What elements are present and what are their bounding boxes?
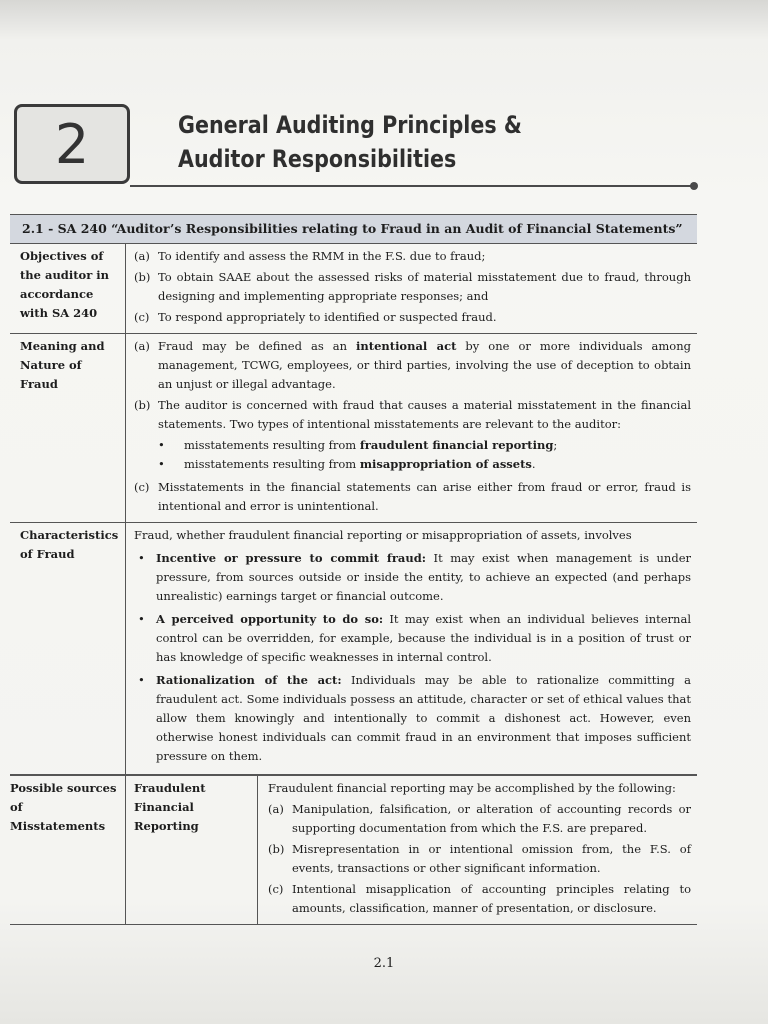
row-label-meaning: Meaning and Nature of Fraud	[10, 334, 126, 522]
row-content-sources	[258, 776, 697, 924]
table-row-objectives	[10, 244, 697, 334]
list-item	[134, 396, 691, 434]
chapter-number-box	[14, 104, 130, 184]
item-marker: (c)	[134, 310, 150, 324]
item-marker: (a)	[268, 802, 284, 816]
item-marker: (b)	[268, 842, 285, 856]
item-marker: (b)	[134, 398, 151, 412]
sub-list-item: • misstatements resulting from fraudulent financial reporting;	[134, 436, 691, 455]
table-row-characteristics	[10, 523, 697, 775]
item-text: To obtain SAAE about the assessed risks of material misstatement due to fraud, through designing and implementing appropriate responses; and	[158, 270, 691, 303]
chapter-title-line1: General Auditing Principles &	[178, 111, 522, 139]
list-item	[134, 308, 691, 327]
item-text: The auditor is concerned with fraud that causes a material misstatement in the financial statements. Two types of intentional misstatements are relevant to the auditor:	[158, 398, 691, 431]
chapter-title	[178, 108, 522, 176]
title-rule-dot	[690, 182, 698, 190]
item-marker: (b)	[134, 270, 151, 284]
list-item	[134, 247, 691, 266]
item-marker: (a)	[134, 249, 150, 263]
list-item	[134, 478, 691, 516]
row-content-objectives	[126, 244, 697, 333]
list-item	[134, 268, 691, 306]
row-label-characteristics: Characteristics of Fraud	[10, 523, 126, 774]
item-text: Misstatements in the financial statements can arise either from fraud or error, fraud is intentional and error is unintentional.	[158, 480, 691, 513]
item-text: Manipulation, falsification, or alteration of accounting records or supporting documentation from which the F.S. are prepared.	[292, 802, 691, 835]
item-marker: (a)	[134, 339, 150, 353]
bullet-icon: •	[158, 438, 165, 452]
list-item: • A perceived opportunity to do so: It may exist when an individual believes internal control can be overridden, for example, because the individual is in a position of trust or has knowledge of specific weaknesses in internal control.	[134, 610, 691, 667]
table-row-meaning	[10, 334, 697, 523]
chapter-number: 2	[54, 113, 90, 176]
row-label-objectives: Objectives of the auditor in accordance with SA 240	[10, 244, 126, 333]
section-heading: 2.1 - SA 240 “Auditor’s Responsibilities relating to Fraud in an Audit of Financial Statements”	[10, 214, 697, 244]
title-rule	[130, 185, 694, 187]
sources-intro: Fraudulent financial reporting may be accomplished by the following:	[268, 781, 676, 795]
table-row-sources	[10, 775, 697, 925]
list-item	[134, 337, 691, 394]
list-item	[268, 880, 691, 918]
section-table	[10, 214, 697, 925]
row-content-meaning	[126, 334, 697, 522]
list-item: • Incentive or pressure to commit fraud: It may exist when management is under pressure, from sources outside or inside the entity, to achieve an expected (and perhaps unrealistic) earnings target or financial outcome.	[134, 549, 691, 606]
item-text: Misrepresentation in or intentional omission from, the F.S. of events, transactions or other significant information.	[292, 842, 691, 875]
list-item	[268, 800, 691, 838]
list-item	[268, 840, 691, 878]
bullet-icon: •	[138, 612, 145, 626]
item-marker: (c)	[268, 882, 284, 896]
item-text: To respond appropriately to identified or suspected fraud.	[158, 310, 497, 324]
item-marker: (c)	[134, 480, 150, 494]
row-sublabel-sources: Fraudulent Financial Reporting	[126, 776, 258, 924]
item-text: To identify and assess the RMM in the F.S. due to fraud;	[158, 249, 486, 263]
list-item: • Rationalization of the act: Individuals may be able to rationalize committing a fraudulent act. Some individuals possess an attitude, character or set of ethical values that allow them knowingly and intentionally to commit a dishonest act. However, even otherwise honest individuals can commit fraud in an environment that imposes sufficient pressure on them.	[134, 671, 691, 766]
page-number: 2.1	[373, 956, 395, 971]
row-label-sources: Possible sources of Misstatements	[10, 776, 126, 924]
row-content-characteristics	[126, 523, 697, 774]
bullet-icon: •	[138, 551, 145, 565]
chapter-title-line2: Auditor Responsibilities	[178, 145, 457, 173]
bullet-icon: •	[138, 673, 145, 687]
sub-list-item: • misstatements resulting from misappropriation of assets.	[134, 455, 691, 474]
characteristics-intro: Fraud, whether fraudulent financial reporting or misappropriation of assets, involves	[134, 528, 632, 542]
item-text: Intentional misapplication of accounting principles relating to amounts, classification, manner of presentation, or disclosure.	[292, 882, 691, 915]
item-text: Fraud may be defined as an intentional act by one or more individuals among management, TCWG, employees, or third parties, involving the use of deception to obtain an unjust or illegal advantage.	[158, 339, 691, 391]
bullet-icon: •	[158, 457, 165, 471]
